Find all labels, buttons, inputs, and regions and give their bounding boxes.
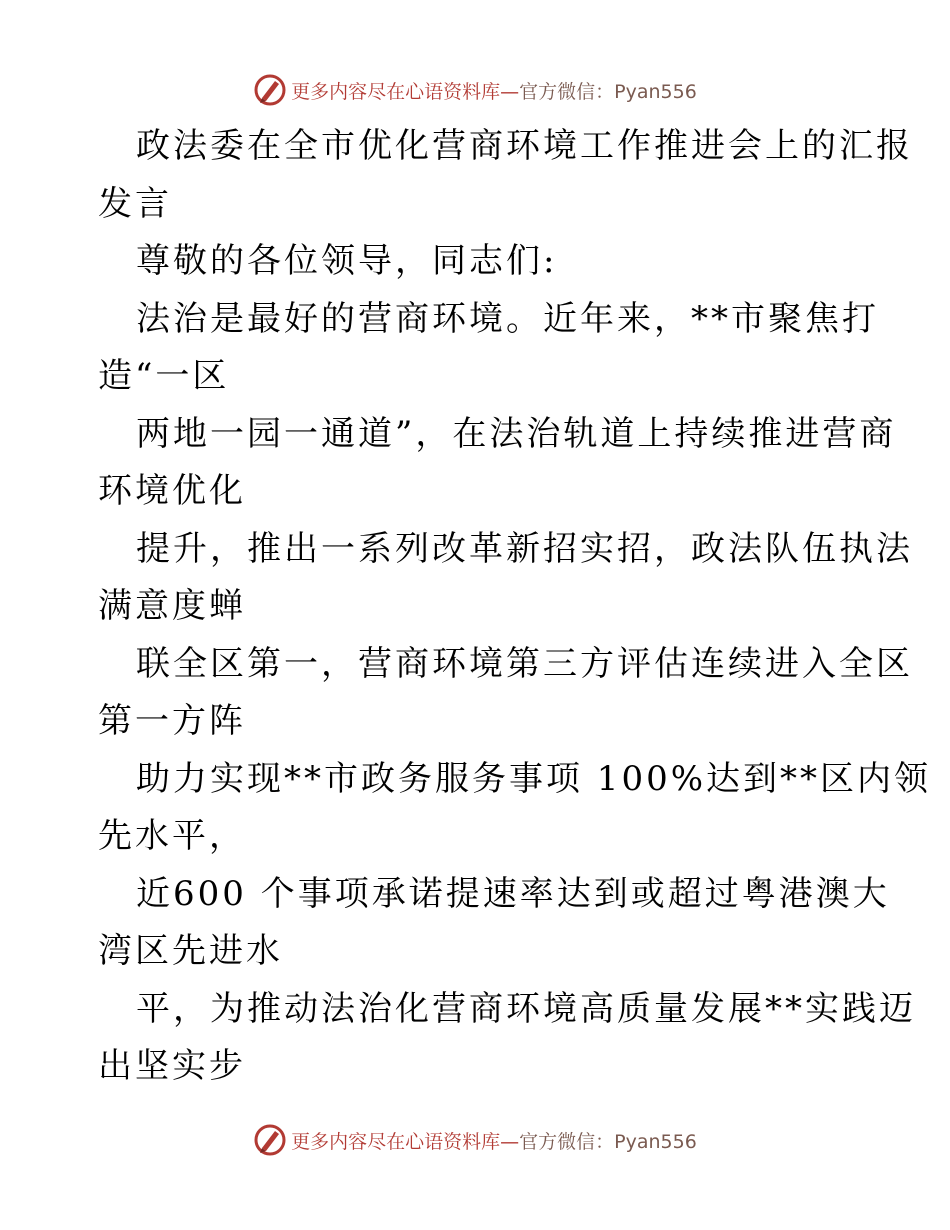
- banner-text: [291, 77, 697, 104]
- banner-wechat-text: 官方微信：Pyan556: [519, 80, 697, 103]
- banner-wechat-text: 官方微信：Pyan556: [519, 1130, 697, 1153]
- banner-main-text: 更多内容尽在心语资料库—: [291, 1130, 520, 1153]
- paragraph-line: 湾区先进水: [98, 931, 283, 971]
- pen-logo-icon: [253, 73, 287, 107]
- paragraph-line: 联全区第一，营商环境第三方评估连续进入全区: [136, 643, 913, 684]
- paragraph-line: 满意度蝉: [98, 586, 246, 626]
- paragraph-line: 两地一园一通道”，在法治轨道上持续推进营商: [136, 413, 897, 454]
- paragraph-line: 第一方阵: [98, 701, 246, 741]
- paragraph-line: 环境优化: [98, 471, 246, 511]
- paragraph-line: 近600 个事项承诺提速率达到或超过粤港澳大: [136, 873, 890, 914]
- salutation: 尊敬的各位领导，同志们:: [136, 241, 558, 281]
- banner-main-text: 更多内容尽在心语资料库—: [291, 80, 520, 103]
- paragraph-line: 造“一区: [98, 356, 230, 396]
- paragraph-line: 平，为推动法治化营商环境高质量发展**实践迈: [136, 988, 916, 1029]
- paragraph-line: 提升，推出一系列改革新招实招，政法队伍执法: [136, 528, 913, 569]
- paragraph-line: 法治是最好的营商环境。近年来，**市聚焦打: [136, 298, 879, 339]
- footer-banner: [0, 1122, 950, 1158]
- document-body: [98, 118, 932, 1096]
- pen-logo-icon: [253, 1123, 287, 1157]
- document-title-line: 政法委在全市优化营商环境工作推进会上的汇报: [136, 126, 913, 166]
- paragraph-line: 助力实现**市政务服务事项 100%达到**区内领: [136, 758, 932, 799]
- document-title-line: 发言: [98, 183, 172, 224]
- paragraph-line: 出坚实步: [98, 1046, 246, 1086]
- header-banner: [0, 72, 950, 108]
- paragraph-line: 先水平，: [98, 816, 246, 856]
- banner-text: [291, 1127, 697, 1154]
